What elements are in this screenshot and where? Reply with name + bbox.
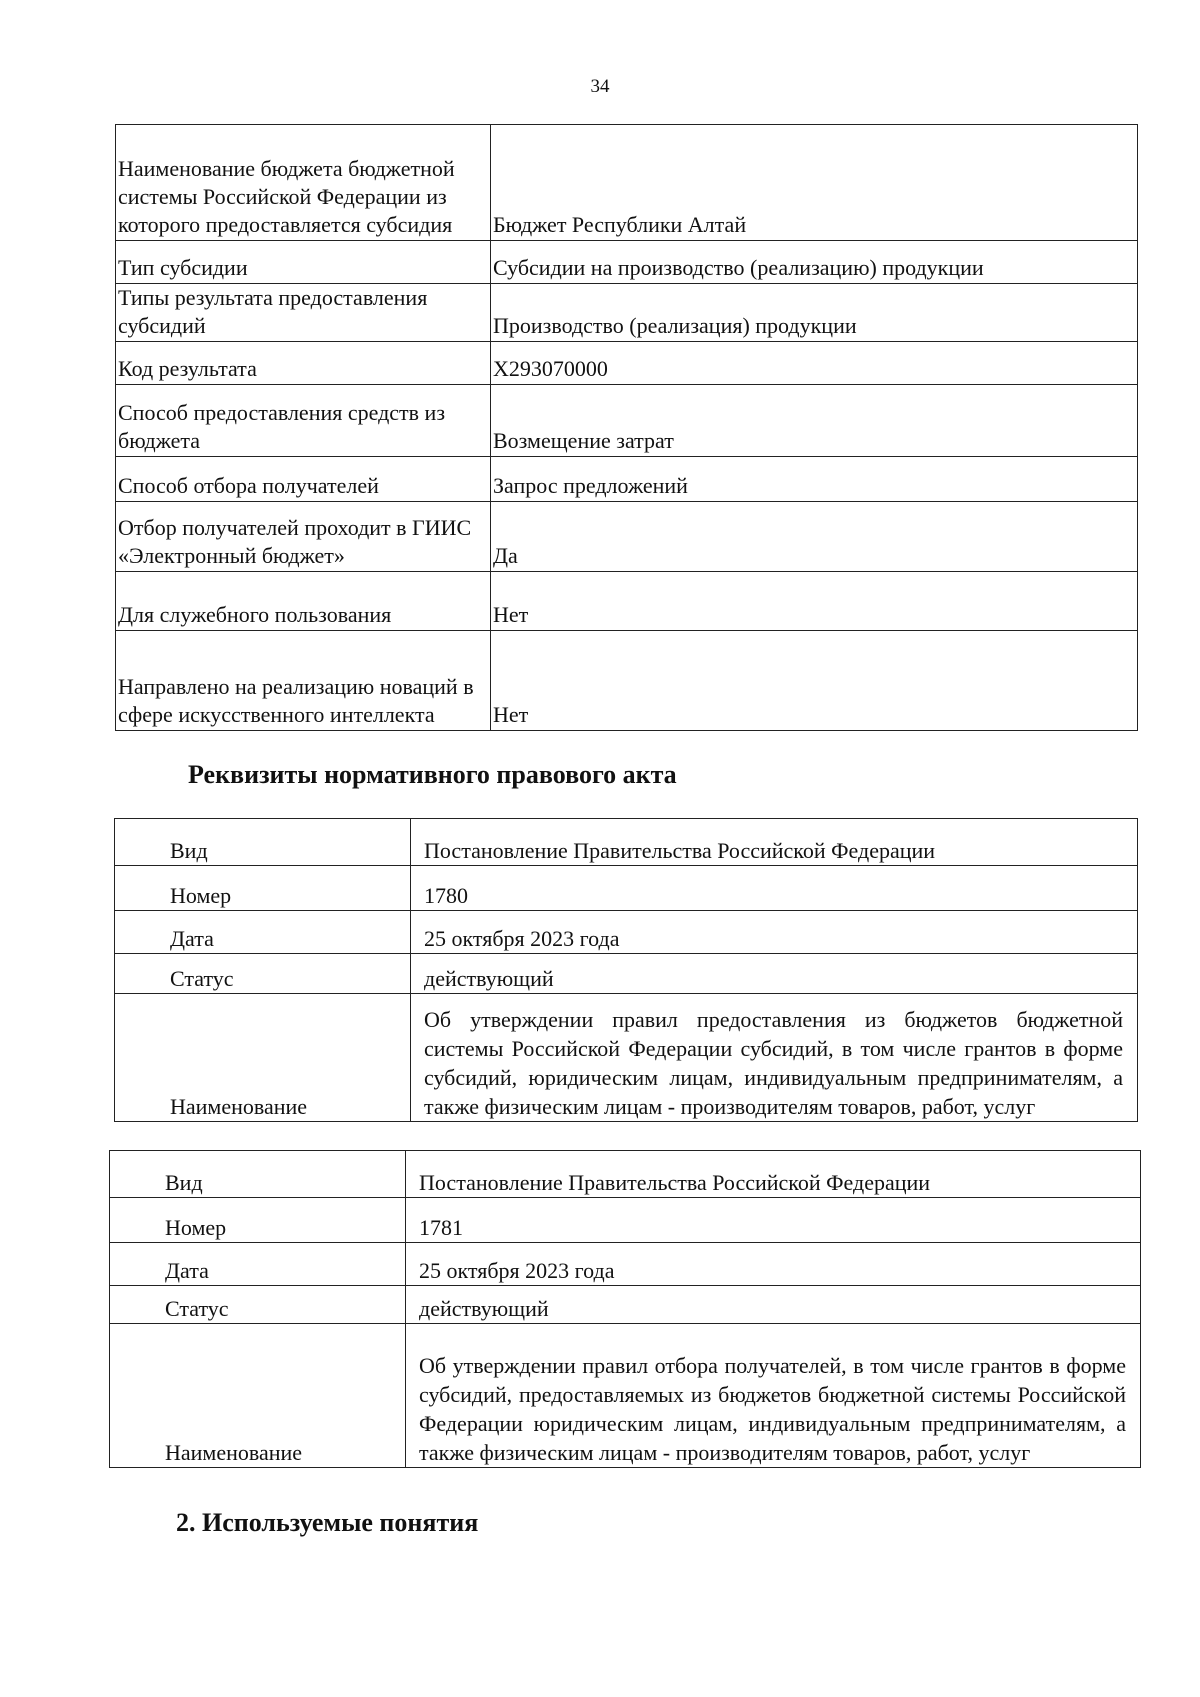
act-field-value: 25 октября 2023 года <box>411 911 1138 954</box>
table-row <box>110 1243 1141 1286</box>
act-field-value: 25 октября 2023 года <box>406 1243 1141 1286</box>
act-field-label: Дата <box>110 1243 406 1286</box>
table-row <box>116 284 1138 342</box>
acts-heading: Реквизиты нормативного правового акта <box>188 760 677 789</box>
row-label: Наименование бюджета бюджетной системы Российской Федерации из которого предоставляется субсидия <box>116 125 491 241</box>
act-field-label: Номер <box>115 866 411 911</box>
row-label: Типы результата предоставления субсидий <box>116 284 491 342</box>
table-row <box>116 631 1138 731</box>
row-value: Производство (реализация) продукции <box>491 284 1138 342</box>
table-row <box>116 502 1138 572</box>
table-row <box>116 385 1138 457</box>
table-row <box>110 1286 1141 1324</box>
concepts-heading: 2. Используемые понятия <box>176 1508 479 1537</box>
table-row <box>115 954 1138 994</box>
act-field-value: действующий <box>411 954 1138 994</box>
row-value: Да <box>491 502 1138 572</box>
row-label: Код результата <box>116 342 491 385</box>
act-field-label: Вид <box>115 819 411 866</box>
row-value: Запрос предложений <box>491 457 1138 502</box>
row-value: X293070000 <box>491 342 1138 385</box>
act-field-value: Постановление Правительства Российской Федерации <box>411 819 1138 866</box>
act-field-label: Вид <box>110 1151 406 1198</box>
act-field-label: Статус <box>110 1286 406 1324</box>
act-field-value: Постановление Правительства Российской Федерации <box>406 1151 1141 1198</box>
table-row <box>116 572 1138 631</box>
table-row <box>116 125 1138 241</box>
table-row <box>115 994 1138 1122</box>
table-row <box>116 241 1138 284</box>
row-label: Тип субсидии <box>116 241 491 284</box>
legal-act-table-2 <box>109 1150 1141 1468</box>
row-label: Способ отбора получателей <box>116 457 491 502</box>
table-row <box>115 911 1138 954</box>
row-label: Направлено на реализацию новаций в сфере искусственного интеллекта <box>116 631 491 731</box>
row-value: Нет <box>491 572 1138 631</box>
act-field-label: Наименование <box>110 1324 406 1468</box>
row-value: Бюджет Республики Алтай <box>491 125 1138 241</box>
act-field-value: Об утверждении правил предоставления из бюджетов бюджетной системы Российской Федерации субсидий, в том числе грантов в форме субсидий, юридическим лицам, индивидуальным предпринимателям, а также физическим лицам - производителям товаров, работ, услуг <box>411 994 1138 1122</box>
row-value: Возмещение затрат <box>491 385 1138 457</box>
row-value: Субсидии на производство (реализацию) продукции <box>491 241 1138 284</box>
act-field-label: Дата <box>115 911 411 954</box>
act-field-value: 1781 <box>406 1198 1141 1243</box>
act-field-label: Статус <box>115 954 411 994</box>
row-label: Способ предоставления средств из бюджета <box>116 385 491 457</box>
act-field-label: Наименование <box>115 994 411 1122</box>
row-value: Нет <box>491 631 1138 731</box>
table-row <box>110 1324 1141 1468</box>
row-label: Отбор получателей проходит в ГИИС «Электронный бюджет» <box>116 502 491 572</box>
subsidy-info-table <box>115 124 1138 731</box>
row-label: Для служебного пользования <box>116 572 491 631</box>
act-field-value: 1780 <box>411 866 1138 911</box>
legal-act-table-1 <box>114 818 1138 1122</box>
act-field-value: Об утверждении правил отбора получателей, в том числе грантов в форме субсидий, предоставляемых из бюджетов бюджетной системы Российской Федерации юридическим лицам, индивидуальным предпринимателям, а также физическим лицам - производителям товаров, работ, услуг <box>406 1324 1141 1468</box>
table-row <box>116 457 1138 502</box>
table-row <box>116 342 1138 385</box>
table-row <box>115 866 1138 911</box>
page-number: 34 <box>590 76 610 97</box>
act-field-label: Номер <box>110 1198 406 1243</box>
act-field-value: действующий <box>406 1286 1141 1324</box>
table-row <box>115 819 1138 866</box>
table-row <box>110 1151 1141 1198</box>
table-row <box>110 1198 1141 1243</box>
